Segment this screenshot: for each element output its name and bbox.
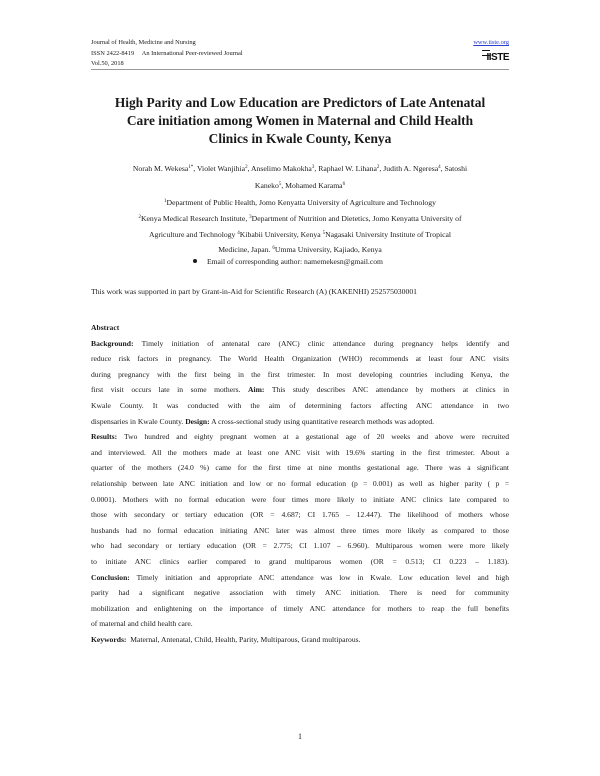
author-sup: 4 (438, 165, 441, 170)
affiliation-sup: 2 (138, 214, 141, 220)
affiliation-text: Kibabii University, Kenya (239, 229, 323, 239)
abstract-line: relationship between late ANC initiation and low or no formal education (p = 0.001) as well as higher parity ( p = (91, 478, 509, 488)
author-sup: 1* (188, 165, 194, 170)
affiliation-sup: 1 (164, 199, 167, 204)
abstract-line: husbands had no formal education initiating ANC later was almost three times more likely as compared to those (91, 525, 509, 535)
title-line-3: Clinics in Kwale County, Kenya (208, 130, 392, 146)
abstract-line: quarter of the mothers (24.0 %) came for the first time at nine months gestational age. There was a significant (91, 463, 509, 473)
affiliation-sup: 6 (272, 246, 275, 252)
abstract-line: mobilization and enlightening on the importance of timely ANC attendance for mothers to reap the full benefits (91, 603, 509, 613)
title-line-1: High Parity and Low Education are Predictors of Late Antenatal (114, 95, 486, 110)
abstract-line: reduce risk factors in pregnancy. The World Health Organization (WHO) recommends at least four ANC visits (91, 354, 509, 364)
author-line-2 (80, 178, 520, 195)
affiliation-text: Department of Nutrition and Dietetics, Jomo Kenyatta University of (251, 213, 462, 223)
affiliation-line-4 (80, 242, 520, 258)
author-name: , Anselimo Makokha (247, 164, 312, 173)
journal-header-right (473, 38, 509, 66)
abstract-line: parity had a significant negative association with timely ANC initiation. There is need for community (91, 588, 509, 598)
abstract-line: and interviewed. All the mothers made at least one ANC visit with 19.6% starting in the first trimester. About a (91, 447, 509, 457)
affiliation-text: Nagasaki University Institute of Tropical (325, 229, 452, 239)
abstract-line (91, 414, 509, 430)
affiliation-list (80, 195, 520, 258)
abstract-line: to initiate ANC clinics earlier compared to grand multiparous women (OR = 0.513; CI 0.223 – 1.183). (91, 556, 509, 566)
journal-header-left (91, 38, 243, 70)
abstract-section (91, 320, 509, 647)
abstract-text: Timely initiation of antenatal care (ANC) clinic attendance during pregnancy helps identify and (133, 338, 509, 348)
abstract-line: during pregnancy with the first being in the first trimester. In most developing countries including Kenya, the (91, 369, 509, 379)
email-text: Email of corresponding author: namemekesn@gmail.com (207, 257, 383, 266)
author-name: , Satoshi (440, 164, 468, 173)
abstract-line: who had secondary or tertiary education (OR = 2.775; CI 1.107 – 6.960). Multiparous women were more likely (91, 541, 509, 551)
affiliation-text: Medicine, Japan. (218, 245, 273, 255)
affiliation-line-2 (80, 211, 520, 227)
design-label: Design: (185, 416, 210, 426)
abstract-line (91, 382, 509, 398)
abstract-line: of maternal and child health care. (91, 619, 193, 629)
author-sup: 6 (342, 181, 346, 187)
author-name: Kaneko (254, 180, 279, 190)
abstract-line: those with secondary or tertiary education (OR = 4.687; CI 1.765 – 12.447). The likelihood of mothers whose (91, 510, 509, 520)
affiliation-text: Department of Public Health, Jomo Kenyatta University of Agriculture and Technology (166, 198, 436, 207)
abstract-text: This study describes ANC attendance by mothers at clinics in (264, 385, 509, 395)
abstract-text: Two hundred and eighty pregnant women at a gestational age of 20 weeks and above were recruited (117, 432, 509, 442)
abstract-heading: Abstract (91, 323, 120, 332)
affiliation-sup: 3 (249, 214, 252, 220)
abstract-line (91, 429, 509, 445)
journal-url-link[interactable]: www.iiste.org (473, 39, 509, 46)
page-number: 1 (298, 732, 302, 741)
author-list (80, 161, 520, 194)
author-name: , Raphael W. Lihana (314, 164, 377, 173)
affiliation-sup: 5 (322, 230, 326, 236)
abstract-line (91, 570, 509, 586)
title-line-2: Care initiation among Women in Maternal and Child Health (126, 112, 474, 128)
funding-note: This work was supported in part by Grant-in-Aid for Scientific Research (A) (KAKENHI) 252575030001 (91, 287, 418, 296)
conclusion-label: Conclusion: (91, 572, 130, 582)
abstract-text: dispensaries in Kwale County. (91, 416, 186, 426)
journal-issn: ISSN 2422-8419 An International Peer-reviewed Journal (91, 49, 243, 57)
author-sup: 2 (376, 165, 380, 170)
author-sup: 3 (311, 165, 315, 170)
abstract-text: Timely initiation and appropriate ANC attendance was low in Kwale. Low education level and high (129, 572, 509, 582)
affiliation-sup: 4 (237, 230, 240, 236)
aim-label: Aim: (248, 385, 265, 395)
abstract-line: Kwale County. It was conducted with the aim of determining factors affecting ANC attendance in two (91, 400, 509, 410)
keywords-line (91, 632, 509, 648)
author-sup: 5 (278, 181, 282, 187)
author-name: , Judith A. Ngeresa (379, 164, 439, 173)
affiliation-line-3 (80, 227, 520, 243)
author-sup: 2 (245, 165, 248, 170)
corresponding-email (193, 257, 383, 266)
bullet-icon (193, 259, 197, 263)
keywords-label: Keywords: (91, 634, 127, 644)
background-label: Background: (91, 338, 134, 348)
affiliation-line-1 (80, 195, 520, 211)
journal-volume: Vol.50, 2018 (91, 60, 124, 68)
affiliation-text: Umma University, Kajiado, Kenya (274, 245, 382, 255)
author-name: , Violet Wanjihia (193, 164, 246, 173)
author-line-1 (80, 161, 520, 178)
keywords-text: Maternal, Antenatal, Child, Health, Parity, Multiparous, Grand multiparous. (126, 634, 361, 644)
abstract-line (91, 336, 509, 352)
logo-text: IISTE (486, 52, 509, 63)
abstract-line: 0.0001). Mothers with no formal education were four times more likely to initiate ANC clinics late compared to (91, 494, 509, 504)
author-name: Norah M. Wekesa (132, 164, 189, 173)
author-name: , Mohamed Karama (281, 180, 343, 190)
iiste-logo (481, 50, 509, 66)
paper-title (80, 94, 520, 147)
affiliation-text: Agriculture and Technology (148, 229, 238, 239)
abstract-text: A cross-sectional study using quantitative research methods was adopted. (209, 416, 435, 426)
header-divider (91, 69, 509, 70)
journal-name: Journal of Health, Medicine and Nursing (91, 39, 196, 46)
abstract-text: first visit occurs late in some mothers. (91, 385, 248, 395)
results-label: Results: (91, 432, 118, 442)
affiliation-text: Kenya Medical Research Institute, (140, 213, 250, 223)
